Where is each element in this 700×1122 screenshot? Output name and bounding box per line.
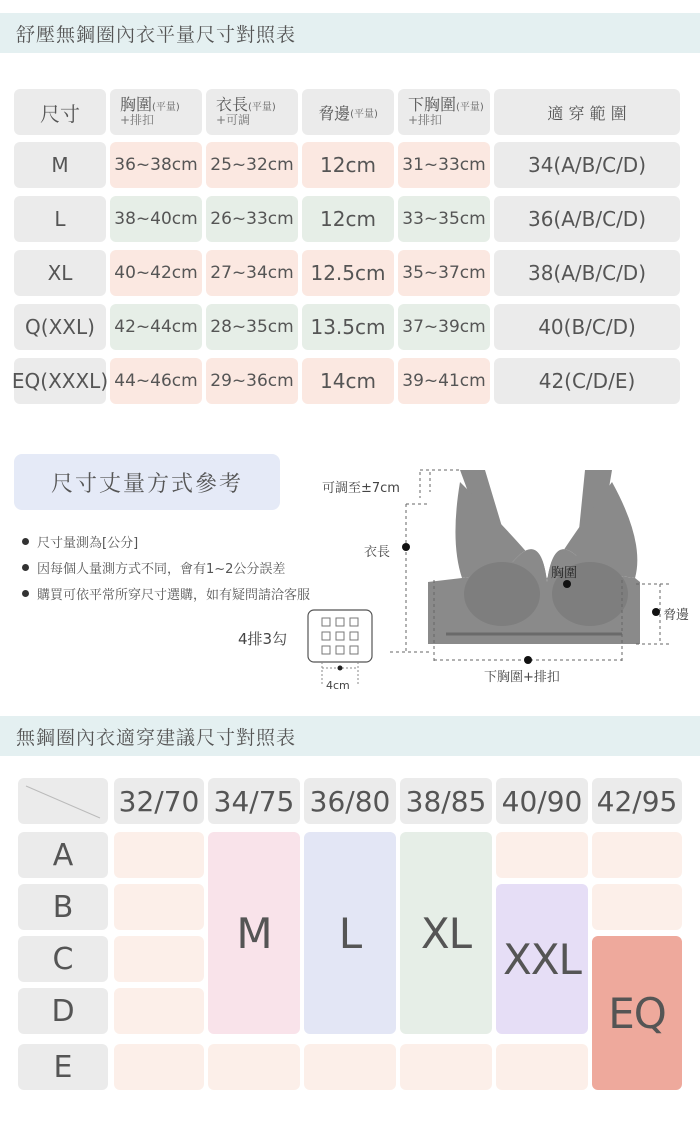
hook-label — [238, 628, 287, 649]
row-header — [18, 936, 108, 982]
length-value: 25~32cm — [210, 155, 294, 175]
column-header-label: 42/95 — [596, 784, 678, 818]
header-fit-label: 適 穿 範 圍 — [547, 103, 627, 123]
adjust-label-text: 可調至±7cm — [322, 481, 400, 496]
section-title-text: 無鋼圈內衣適穿建議尺寸對照表 — [16, 726, 297, 749]
fit-value: 40(B/C/D) — [538, 315, 636, 339]
table-row-size — [14, 304, 106, 350]
side-value: 12.5cm — [310, 261, 386, 285]
size-block-l — [304, 832, 396, 1034]
size-block-label: EQ — [608, 988, 666, 1038]
column-header-label: 40/90 — [501, 784, 583, 818]
empty-cell — [114, 832, 204, 878]
table-row-size — [14, 196, 106, 242]
length-value: 29~36cm — [210, 371, 294, 391]
row-header-label: D — [51, 993, 75, 1029]
size-value: EQ(XXXL) — [11, 369, 109, 393]
under-value: 31~33cm — [402, 155, 486, 175]
empty-cell — [114, 884, 204, 930]
chest-value: 40~42cm — [114, 263, 198, 283]
row-header-label: E — [53, 1049, 73, 1085]
hook-label-text: 4排3勾 — [238, 630, 288, 648]
header-size-label: 尺寸 — [40, 101, 80, 126]
under-cell — [398, 358, 490, 404]
column-header — [592, 778, 682, 824]
header-chest-tag: (平量) — [152, 102, 180, 114]
header-chest-sub: +排扣 — [120, 113, 155, 128]
note-text: 購買可依平常所穿尺寸選購，如有疑問請洽客服 — [37, 588, 311, 603]
empty-cell — [114, 936, 204, 982]
header-size — [14, 89, 106, 135]
under-cell — [398, 142, 490, 188]
empty-cell — [114, 988, 204, 1034]
column-header — [208, 778, 300, 824]
size-block-xl — [400, 832, 492, 1034]
fit-cell — [494, 250, 680, 296]
side-label — [663, 604, 689, 623]
side-cell — [302, 196, 394, 242]
column-header-label: 32/70 — [118, 784, 200, 818]
size-block-eq — [592, 936, 682, 1090]
column-header — [304, 778, 396, 824]
fit-value: 36(A/B/C/D) — [527, 207, 647, 231]
length-cell — [206, 358, 298, 404]
under-value: 37~39cm — [402, 317, 486, 337]
size-block-label: XL — [420, 908, 472, 958]
under-value: 39~41cm — [402, 371, 486, 391]
empty-cell — [496, 832, 588, 878]
length-value: 27~34cm — [210, 263, 294, 283]
hook-width-label — [326, 679, 350, 692]
length-cell — [206, 250, 298, 296]
chest-value: 36~38cm — [114, 155, 198, 175]
under-cell — [398, 196, 490, 242]
side-value: 12cm — [320, 153, 376, 177]
fit-cell — [494, 196, 680, 242]
under-label — [484, 666, 560, 685]
chest-cell — [110, 142, 202, 188]
header-under-sub: +排扣 — [408, 113, 443, 128]
column-header — [496, 778, 588, 824]
table-row-size — [11, 358, 109, 404]
bullet-icon — [22, 590, 29, 597]
header-under-label: 下胸圍 — [408, 95, 457, 115]
chest-value: 44~46cm — [114, 371, 198, 391]
length-label — [364, 541, 390, 560]
measure-notes — [22, 532, 402, 610]
chest-value: 38~40cm — [114, 209, 198, 229]
column-header-label: 34/75 — [213, 784, 295, 818]
side-cell — [302, 250, 394, 296]
length-label-text: 衣長 — [364, 545, 391, 560]
header-side — [302, 89, 394, 135]
column-header — [114, 778, 204, 824]
empty-cell — [114, 1044, 204, 1090]
fit-cell — [494, 358, 680, 404]
empty-cell — [592, 832, 682, 878]
side-value: 14cm — [320, 369, 376, 393]
length-value: 26~33cm — [210, 209, 294, 229]
under-value: 35~37cm — [402, 263, 486, 283]
section-title-size-table — [0, 13, 700, 53]
row-header — [18, 884, 108, 930]
section-title-text: 舒壓無鋼圈內衣平量尺寸對照表 — [16, 23, 297, 46]
length-cell — [206, 142, 298, 188]
bra-diagram-icon — [390, 462, 700, 692]
corner-cell — [18, 778, 108, 824]
header-length-tag: (平量) — [248, 102, 276, 114]
size-value: XL — [47, 261, 73, 285]
note-item — [22, 532, 402, 551]
size-block-label: L — [338, 908, 362, 958]
note-text: 尺寸量測為[公分] — [37, 536, 139, 551]
row-header-label: B — [52, 889, 74, 925]
side-label-text: 脅邊 — [663, 608, 690, 623]
chest-label — [551, 562, 577, 581]
header-chest — [110, 89, 202, 135]
empty-cell — [208, 1044, 300, 1090]
header-fit — [494, 89, 680, 135]
size-block-label: XXL — [503, 934, 581, 984]
chest-cell — [110, 304, 202, 350]
size-value: L — [54, 207, 66, 231]
note-item — [22, 584, 402, 603]
under-value: 33~35cm — [402, 209, 486, 229]
header-side-tag: (平量) — [350, 108, 378, 120]
length-cell — [206, 196, 298, 242]
fit-value: 34(A/B/C/D) — [527, 153, 647, 177]
row-header — [18, 1044, 108, 1090]
table-row-size — [14, 142, 106, 188]
column-header — [400, 778, 492, 824]
chest-cell — [110, 358, 202, 404]
empty-cell — [304, 1044, 396, 1090]
size-block-m — [208, 832, 300, 1034]
chest-cell — [110, 250, 202, 296]
measure-title: 尺寸丈量方式參考 — [50, 471, 243, 497]
empty-cell — [496, 1044, 588, 1090]
chest-cell — [110, 196, 202, 242]
adjust-label — [322, 477, 400, 496]
length-value: 28~35cm — [210, 317, 294, 337]
note-text: 因每個人量測方式不同，會有1~2公分誤差 — [37, 562, 286, 577]
chest-label-text: 胸圍 — [551, 566, 578, 581]
header-under — [398, 89, 490, 135]
column-header-label: 38/85 — [405, 784, 487, 818]
fit-cell — [494, 142, 680, 188]
row-header-label: A — [52, 837, 74, 873]
size-block-xxl — [496, 884, 588, 1034]
length-cell — [206, 304, 298, 350]
section-title-fit-table — [0, 716, 700, 756]
under-cell — [398, 250, 490, 296]
empty-cell — [592, 884, 682, 930]
fit-value: 38(A/B/C/D) — [527, 261, 647, 285]
chest-value: 42~44cm — [114, 317, 198, 337]
diagonal-line-icon — [18, 778, 108, 824]
header-length — [206, 89, 298, 135]
measure-title-box — [14, 454, 280, 510]
column-header-label: 36/80 — [309, 784, 391, 818]
empty-cell — [400, 1044, 492, 1090]
size-block-label: M — [236, 908, 272, 958]
table-row-size — [14, 250, 106, 296]
note-item — [22, 558, 402, 577]
fit-cell — [494, 304, 680, 350]
hook-width-text: 4cm — [326, 679, 350, 692]
side-value: 12cm — [320, 207, 376, 231]
side-cell — [302, 142, 394, 188]
bullet-icon — [22, 564, 29, 571]
fit-value: 42(C/D/E) — [538, 369, 636, 393]
header-length-sub: +可調 — [216, 113, 251, 128]
size-value: M — [51, 153, 69, 177]
row-header — [18, 832, 108, 878]
header-under-tag: (平量) — [456, 102, 484, 114]
bullet-icon — [22, 538, 29, 545]
side-value: 13.5cm — [310, 315, 386, 339]
row-header-label: C — [52, 941, 74, 977]
header-chest-label: 胸圍 — [120, 95, 153, 115]
header-side-label: 脅邊 — [318, 103, 351, 123]
row-header — [18, 988, 108, 1034]
size-value: Q(XXL) — [25, 315, 95, 339]
header-length-label: 衣長 — [216, 95, 249, 115]
side-cell — [302, 358, 394, 404]
side-cell — [302, 304, 394, 350]
under-cell — [398, 304, 490, 350]
under-label-text: 下胸圍+排扣 — [484, 670, 560, 685]
